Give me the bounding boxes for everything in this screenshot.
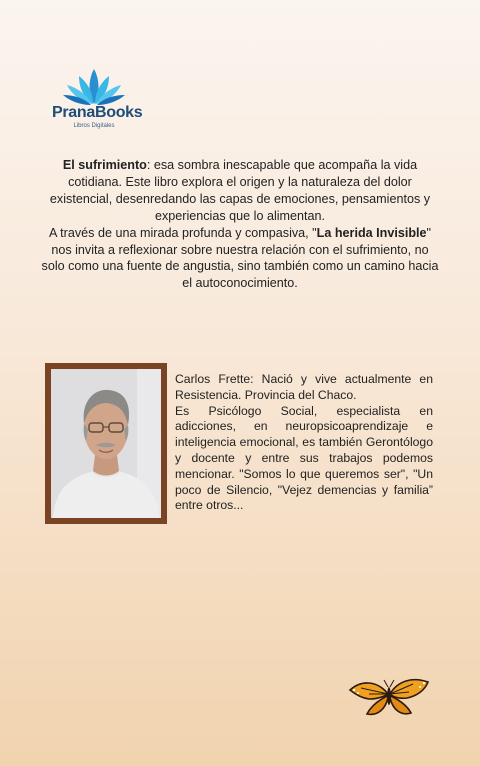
blurb-title: La herida Invisible	[316, 225, 427, 240]
blurb-paragraph-2	[40, 225, 440, 293]
logo-name: PranaBooks	[52, 104, 143, 121]
blurb-paragraph-1	[40, 157, 440, 225]
blurb-text-2b: " nos invita a reflexionar sobre nuestra relación con el sufrimiento, no solo como una fuente de angustia, sino también como un camino hacia el autoconocimiento.	[41, 225, 439, 291]
lotus-icon	[62, 66, 126, 106]
logo-tagline: Libros Digitales	[73, 123, 115, 129]
blurb-text-1: : esa sombra inescapable que acompaña la vida cotidiana. Este libro explora el origen y la naturaleza del dolor existencial, desenredando las capas de emociones, pensamientos y experiencias que lo alimentan.	[49, 158, 431, 223]
author-bio	[175, 372, 433, 514]
blurb-bold-1: El sufrimiento	[62, 158, 147, 172]
butterfly-icon	[347, 672, 431, 718]
pranabooks-logo	[52, 66, 143, 129]
author-bio-paragraph-1: Carlos Frette: Nació y vive actualmente en Resistencia. Provincia del Chaco.	[175, 372, 433, 402]
book-blurb	[40, 157, 440, 292]
author-photo-frame	[45, 363, 167, 524]
author-portrait	[51, 369, 161, 518]
author-photo	[51, 369, 161, 518]
author-bio-paragraph-2: Es Psicólogo Social, especialista en adicciones, en neuropsicoaprendizaje e inteligencia emocional, es también Gerontólogo y docente y entre sus trabajos podemos mencionar. "Somos lo que queremos ser", "Un poco de Silencio, "Vejez demencias y familia” entre otros...	[175, 403, 433, 513]
blurb-text-2a: A través de una mirada profunda y compasiva, "	[48, 225, 317, 240]
